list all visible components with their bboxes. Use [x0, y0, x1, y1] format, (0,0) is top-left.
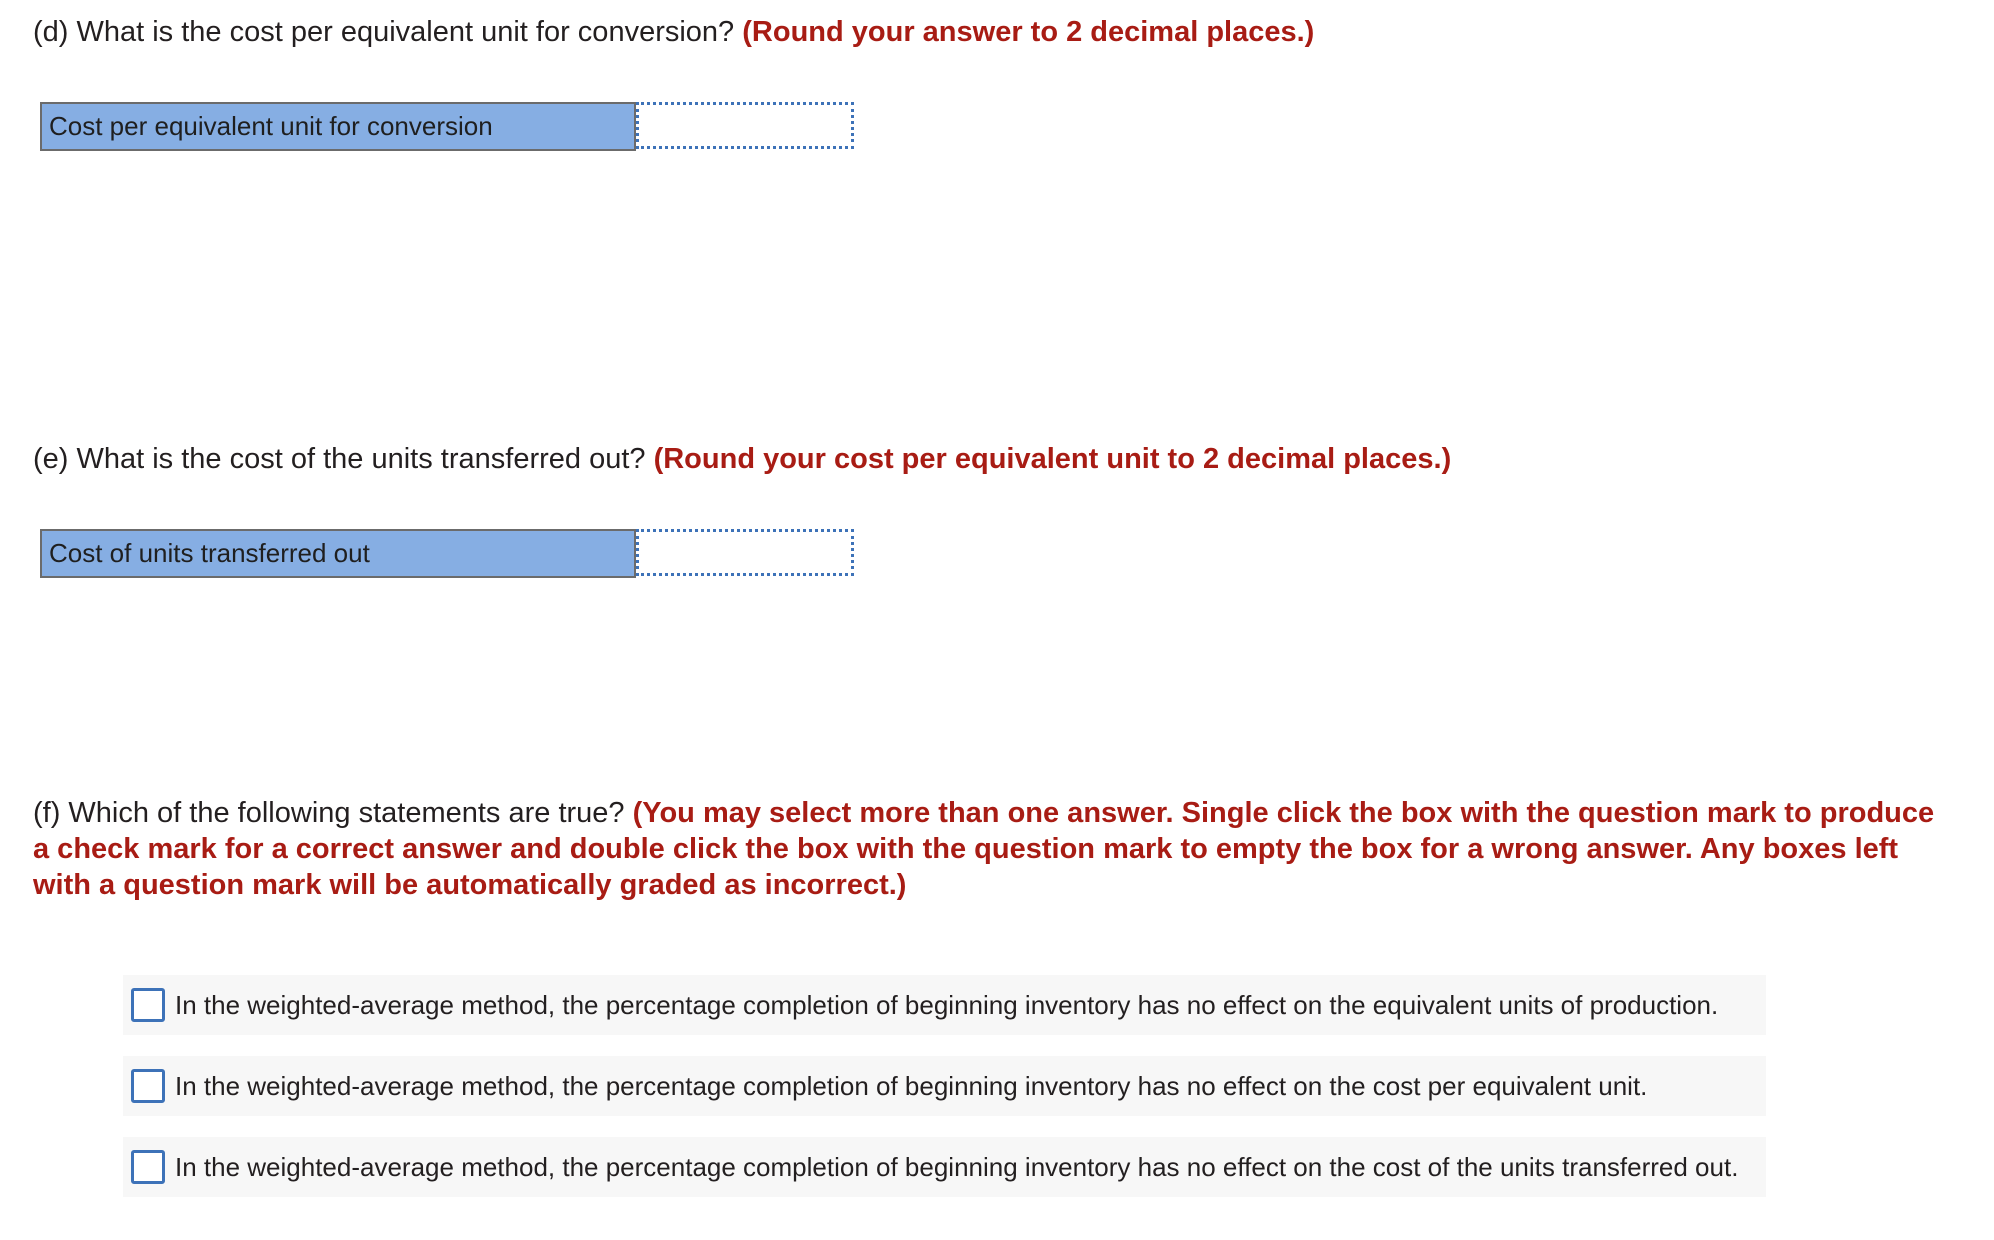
question-d-instruction: (Round your answer to 2 decimal places.)	[742, 16, 1315, 48]
field-label-cost-per-equivalent-unit: Cost per equivalent unit for conversion	[40, 102, 636, 151]
question-d	[33, 14, 1314, 50]
statement-options	[123, 975, 1766, 1218]
question-f-instruction: (You may select more than one answer. Single click the box with the question mark to produce a check mark for a correct answer and double click the box with the question mark to empty the box for a wrong answer. Any boxes left with a question mark will be automatically graded as incorrect.)	[33, 797, 1935, 901]
question-e	[33, 441, 1451, 477]
option-label: In the weighted-average method, the percentage completion of beginning inventory has no effect on the equivalent units of production.	[175, 989, 1719, 1020]
checkbox-icon[interactable]	[131, 1150, 165, 1184]
option-label: In the weighted-average method, the percentage completion of beginning inventory has no effect on the cost of the units transferred out.	[175, 1151, 1739, 1182]
answer-row-d	[40, 102, 854, 151]
answer-row-e	[40, 529, 854, 578]
question-d-prompt: (d) What is the cost per equivalent unit for conversion?	[33, 16, 743, 48]
checkbox-icon[interactable]	[131, 1069, 165, 1103]
option-equivalent-units[interactable]	[123, 975, 1766, 1035]
option-cost-per-equivalent-unit[interactable]	[123, 1056, 1766, 1116]
field-label-cost-of-units-transferred-out: Cost of units transferred out	[40, 529, 636, 578]
option-label: In the weighted-average method, the percentage completion of beginning inventory has no effect on the cost per equivalent unit.	[175, 1070, 1648, 1101]
cost-per-equivalent-unit-input[interactable]	[636, 102, 854, 149]
question-e-prompt: (e) What is the cost of the units transferred out?	[33, 443, 654, 475]
question-f	[33, 795, 1953, 903]
checkbox-icon[interactable]	[131, 988, 165, 1022]
option-cost-of-units-transferred-out[interactable]	[123, 1137, 1766, 1197]
cost-of-units-transferred-out-input[interactable]	[636, 529, 854, 576]
question-f-prompt: (f) Which of the following statements are true?	[33, 797, 633, 829]
question-e-instruction: (Round your cost per equivalent unit to 2 decimal places.)	[653, 443, 1452, 475]
